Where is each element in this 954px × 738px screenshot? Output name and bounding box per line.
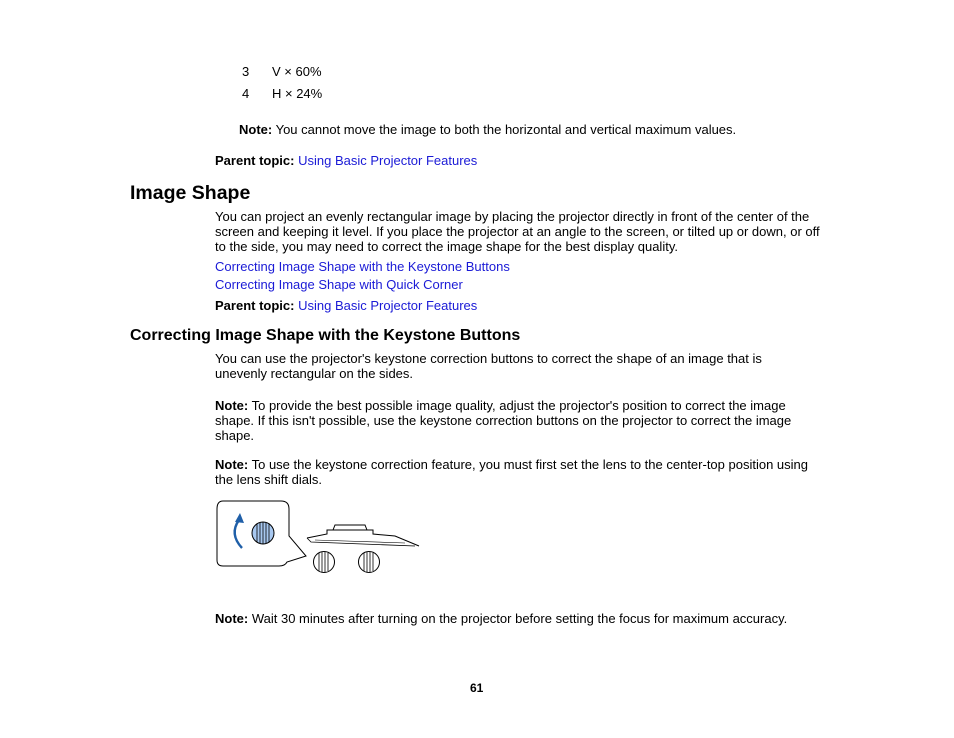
link-keystone-buttons[interactable]: Correcting Image Shape with the Keystone Buttons [215,259,510,274]
note-text: You cannot move the image to both the horizontal and vertical maximum values. [272,122,737,137]
parent-topic-link[interactable]: Using Basic Projector Features [298,153,478,168]
note-text: To use the keystone correction feature, you must first set the lens to the center-top position using the lens shift dials. [215,457,809,487]
note-label: Note: [215,398,249,413]
subsection-title: Correcting Image Shape with the Keystone Buttons [130,327,521,344]
note-text: Wait 30 minutes after turning on the projector before setting the focus for maximum accuracy. [248,611,788,626]
section-title: Image Shape [130,182,251,204]
parent-topic-2 [215,298,477,313]
section-intro: You can project an evenly rectangular image by placing the projector directly in front of the center of the screen and keeping it level. If you place the projector at an angle to the screen, or tilted up or down, or off to the side, you may need to correct the image shape for the best display quality. [215,209,820,254]
projector-dial-icon [314,552,335,573]
note-text: To provide the best possible image quality, adjust the projector's position to correct the image shape. If this isn't possible, use the keystone correction buttons on the projector to correct the image shape. [215,398,792,443]
note-label: Note: [215,457,249,472]
link-quick-corner[interactable]: Correcting Image Shape with Quick Corner [215,277,463,292]
note-label: Note: [215,611,249,626]
table-row-3-value: V × 60% [272,64,322,79]
note-lens-shift [215,457,825,487]
projector-dial-icon [359,552,380,573]
lens-shift-illustration [215,500,421,580]
note-label: Note: [239,122,273,137]
parent-topic [215,153,477,168]
note-focus-wait [215,611,827,626]
note-max-values [239,122,736,137]
subsection-intro: You can use the projector's keystone correction buttons to correct the shape of an image that is unevenly rectangular on the sides. [215,351,762,381]
table-row-4-num: 4 [242,86,250,101]
table-row-3-num: 3 [242,64,250,79]
parent-topic-link[interactable]: Using Basic Projector Features [298,298,478,313]
lens-shift-dial-icon [252,522,274,544]
parent-topic-label: Parent topic: [215,153,295,168]
page-number: 61 [470,681,484,695]
parent-topic-label: Parent topic: [215,298,295,313]
note-position [215,398,815,443]
table-row-4-value: H × 24% [272,86,323,101]
